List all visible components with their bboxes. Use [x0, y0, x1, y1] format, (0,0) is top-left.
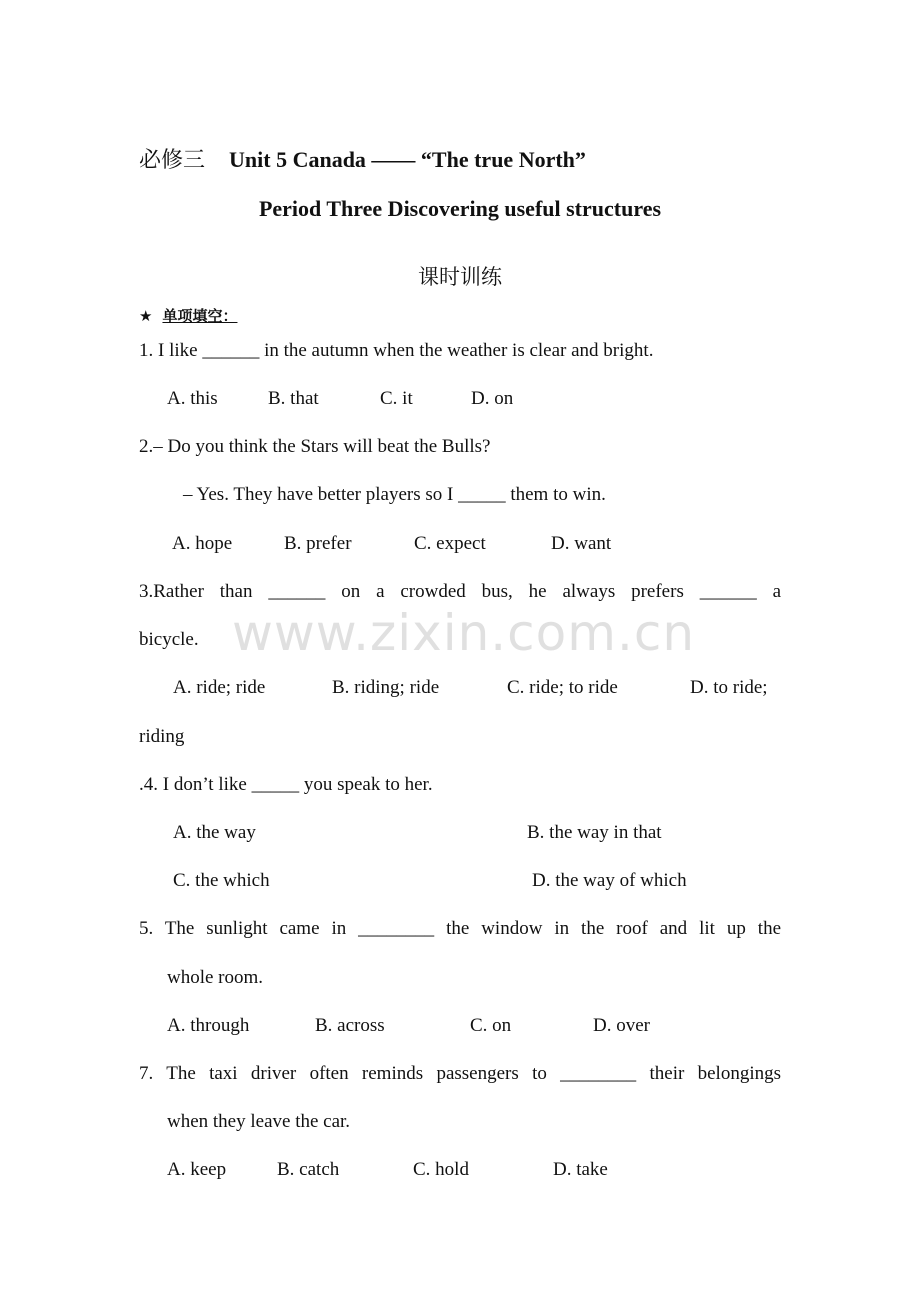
- question-4-stem: .4. I don’t like _____ you speak to her.: [139, 774, 433, 795]
- q4-option-d: D. the way of which: [532, 870, 687, 891]
- q2-option-a: A. hope: [172, 533, 233, 554]
- q5-option-d: D. over: [593, 1015, 650, 1036]
- question-3-stem-line2: bicycle.: [139, 629, 199, 650]
- unit-title: Unit 5 Canada —— “The true North”: [229, 147, 586, 172]
- q1-option-b: B. that: [268, 388, 319, 409]
- q4-option-c: C. the which: [173, 870, 270, 891]
- q1-option-d: D. on: [471, 388, 514, 409]
- q2-option-b: B. prefer: [284, 533, 352, 554]
- watermark: www.zixin.com.cn: [232, 604, 696, 662]
- q3-option-b: B. riding; ride: [332, 677, 440, 698]
- q7-option-b: B. catch: [277, 1159, 340, 1180]
- q7-option-d: D. take: [553, 1159, 608, 1180]
- q1-option-a: A. this: [167, 388, 218, 409]
- q3-option-c: C. ride; to ride: [507, 677, 618, 698]
- q2-option-c: C. expect: [414, 533, 486, 554]
- q3-option-d-continued: riding: [139, 726, 185, 747]
- question-5-stem-line2: whole room.: [167, 967, 264, 988]
- q4-option-a: A. the way: [173, 822, 256, 843]
- question-7-stem-line2: when they leave the car.: [167, 1111, 351, 1132]
- section-label: 单项填空：: [162, 307, 238, 325]
- q1-option-c: C. it: [380, 388, 413, 409]
- q2-option-d: D. want: [551, 533, 612, 554]
- q7-option-a: A. keep: [167, 1159, 227, 1180]
- course-label: 必修三: [139, 148, 206, 173]
- q5-option-c: C. on: [470, 1015, 512, 1036]
- document-title: [139, 148, 586, 173]
- question-5-stem-line1: 5. The sunlight came in ________ the window in the roof and lit up the: [139, 918, 781, 939]
- star-icon: ★: [139, 307, 153, 325]
- question-1-stem: 1. I like ______ in the autumn when the weather is clear and bright.: [139, 340, 654, 361]
- q3-option-a: A. ride; ride: [173, 677, 266, 698]
- question-3-stem-line1: 3.Rather than ______ on a crowded bus, he always prefers ______ a: [139, 581, 781, 602]
- question-2-reply: – Yes. They have better players so I _____ them to win.: [183, 484, 606, 505]
- section-heading: [139, 304, 245, 328]
- question-2-stem: 2.– Do you think the Stars will beat the Bulls?: [139, 436, 491, 457]
- period-title: Period Three Discovering useful structures: [258, 196, 662, 221]
- practice-subtitle: 课时训练: [418, 265, 502, 289]
- q3-option-d: D. to ride;: [690, 677, 768, 698]
- q7-option-c: C. hold: [413, 1159, 469, 1180]
- question-7-stem-line1: 7. The taxi driver often reminds passengers to ________ their belongings: [139, 1063, 781, 1084]
- q5-option-a: A. through: [167, 1015, 250, 1036]
- q5-option-b: B. across: [315, 1015, 385, 1036]
- q4-option-b: B. the way in that: [527, 822, 662, 843]
